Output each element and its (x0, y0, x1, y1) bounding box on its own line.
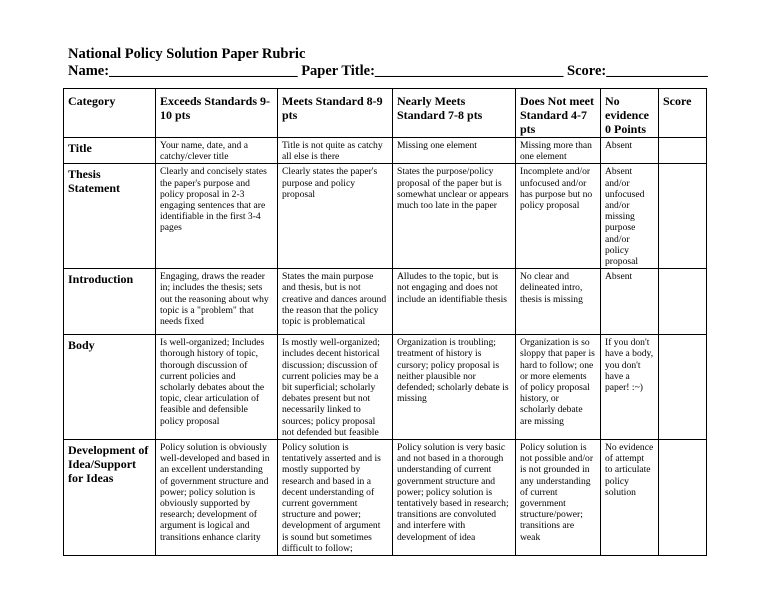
table-cell: Absent and/or unfocused and/or missing purpose and/or policy proposal (601, 164, 659, 269)
table-cell: Policy solution is very basic and not based in a thorough understanding of current government structure and power; policy solution is tentatively based in research; transitions are convoluted and interfere with development of idea (393, 440, 516, 556)
table-cell: States the main purpose and thesis, but is not creative and dances around the reason that the policy topic is problematical (278, 269, 393, 335)
category-cell: Introduction (64, 269, 156, 335)
table-cell: Policy solution is obviously well-developed and based in an excellent understanding of government structure and power; policy solution is obviously supported by research; development of argument is logical and transitions enhance clarity (156, 440, 278, 556)
table-cell: Missing one element (393, 138, 516, 164)
column-header: No evidence 0 Points (601, 89, 659, 138)
score-cell (659, 164, 707, 269)
table-row (64, 164, 707, 269)
table-cell: Absent (601, 138, 659, 164)
score-cell (659, 440, 707, 556)
table-cell: If you don't have a body, you don't have a paper! :~) (601, 335, 659, 440)
column-header: Nearly Meets Standard 7-8 pts (393, 89, 516, 138)
table-cell: Is well-organized; Includes thorough history of topic, thorough discussion of current policies and scholarly debates about the topic, clear articulation of feasible and defensible policy proposal (156, 335, 278, 440)
score-cell (659, 335, 707, 440)
table-row (64, 269, 707, 335)
score-cell (659, 138, 707, 164)
column-header: Does Not meet Standard 4-7 pts (516, 89, 601, 138)
column-header: Exceeds Standards 9-10 pts (156, 89, 278, 138)
table-cell: No evidence of attempt to articulate policy solution (601, 440, 659, 556)
table-row (64, 440, 707, 556)
category-cell: Thesis Statement (64, 164, 156, 269)
category-cell: Development of Idea/Support for Ideas (64, 440, 156, 556)
table-cell: Organization is troubling; treatment of history is cursory; policy proposal is neither plausible nor defended; scholarly debate is missing (393, 335, 516, 440)
category-cell: Body (64, 335, 156, 440)
table-cell: Missing more than one element (516, 138, 601, 164)
table-cell: Your name, date, and a catchy/clever title (156, 138, 278, 164)
column-header: Meets Standard 8-9 pts (278, 89, 393, 138)
table-cell: No clear and delineated intro, thesis is missing (516, 269, 601, 335)
table-cell: Incomplete and/or unfocused and/or has purpose but no policy proposal (516, 164, 601, 269)
score-cell (659, 269, 707, 335)
table-cell: Is mostly well-organized; includes decent historical discussion; discussion of current policies may be a bit superficial; scholarly debates present but not necessarily linked to sources; policy proposal not defended but feasible (278, 335, 393, 440)
header-row (64, 89, 707, 138)
column-header: Score (659, 89, 707, 138)
table-row (64, 335, 707, 440)
table-cell: Policy solution is not possible and/or is not grounded in any understanding of current government structure/power; transitions are weak (516, 440, 601, 556)
table-cell: Clearly states the paper's purpose and policy proposal (278, 164, 393, 269)
table-cell: Policy solution is tentatively asserted and is mostly supported by research and based in a decent understanding of current government structure and power; development of argument is sound but sometimes difficult to follow; (278, 440, 393, 556)
rubric-table (63, 88, 707, 556)
table-row (64, 138, 707, 164)
page-title: National Policy Solution Paper Rubric (68, 46, 306, 62)
table-cell: Clearly and concisely states the paper's purpose and policy proposal in 2-3 engaging sentences that are identifiable in the first 3-4 pages (156, 164, 278, 269)
table-cell: Title is not quite as catchy all else is there (278, 138, 393, 164)
column-header: Category (64, 89, 156, 138)
table-cell: Absent (601, 269, 659, 335)
category-cell: Title (64, 138, 156, 164)
table-cell: Organization is so sloppy that paper is hard to follow; one or more elements of policy proposal history, or scholarly debate are missing (516, 335, 601, 440)
table-cell: States the purpose/policy proposal of the paper but is somewhat unclear or appears much too late in the paper (393, 164, 516, 269)
table-cell: Alludes to the topic, but is not engaging and does not include an identifiable thesis (393, 269, 516, 335)
table-cell: Engaging, draws the reader in; includes the thesis; sets out the reasoning about why topic is a "problem" that needs fixed (156, 269, 278, 335)
rubric-header (68, 46, 708, 80)
name-line: Name:__________________________ Paper Title:__________________________ Score:______________ (68, 63, 708, 79)
